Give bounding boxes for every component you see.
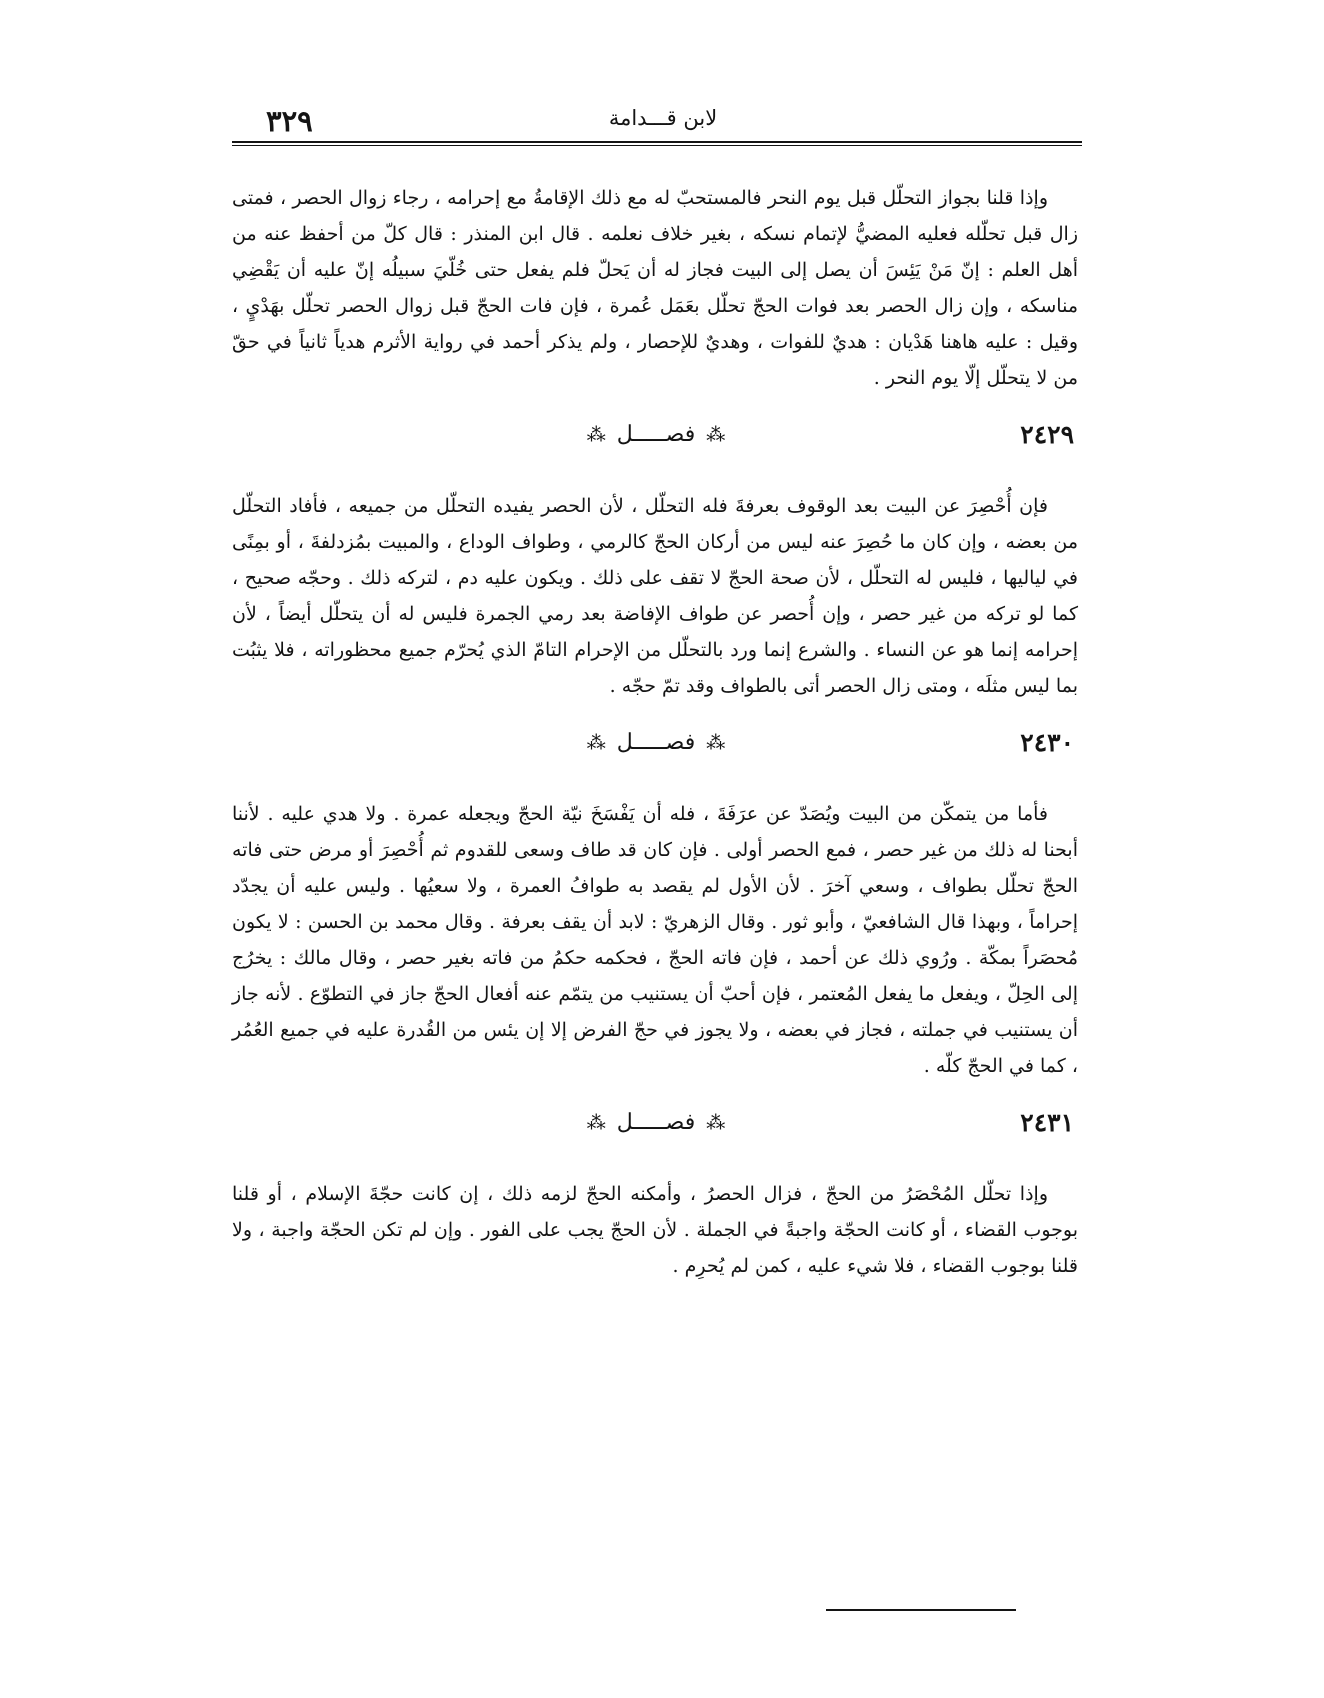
running-title: لابن قـــدامة bbox=[608, 106, 718, 130]
paragraph-1: وإذا قلنا بجواز التحلّل قبل يوم النحر فالمستحبّ له مع ذلك الإقامةُ مع إحرامه ، رجاء زوال الحصر ، فمتى زال قبل تحلّله فعليه المضيُّ لإتمام نسكه ، بغير خلاف نعلمه . قال ابن المنذر : قال كلّ من أحفظ عنه من أهل العلم : إنّ مَنْ يَئِسَ أن يصل إلى البيت فجاز له أن يَحلّ فلم يفعل حتى خُلّيَ سبيلُه إنّ عليه أن يَقْضِي مناسكه ، وإن زال الحصر بعد فوات الحجّ تحلّل بعَمَل عُمرة ، فإن فات الحجّ قبل زوال الحصر تحلّل بهَدْيٍ ، وقيل : عليه هاهنا هَدْيان : هديٌ للفوات ، وهديٌ للإحصار ، ولم يذكر أحمد في رواية الأثرم هدياً ثانياً في حقّ من لا يتحلّل إلّا يوم النحر . bbox=[232, 187, 1078, 389]
paragraph-2: فإن أُحْصِرَ عن البيت بعد الوقوف بعرفةَ فله التحلّل ، لأن الحصر يفيده التحلّل من جميعه ، فأفاد التحلّل من بعضه ، وإن كان ما حُصِرَ عنه ليس من أركان الحجّ كالرمي ، وطواف الوداع ، والمبيت بمُزدلفةَ ، أو بمِنًى في لياليها ، فليس له التحلّل ، لأن صحة الحجّ لا تقف على ذلك . ويكون عليه دم ، لتركه ذلك . وحجّه صحيح ، كما لو تركه من غير حصر ، وإن أُحصر عن طواف الإفاضة بعد رمي الجمرة فليس له أن يتحلّل أيضاً ، لأن إحرامه إنما هو عن النساء . والشرع إنما ورد بالتحلّل من الإحرام التامّ الذي يُحرّم جميع محظوراته ، فلا يثبُت بما ليس مثلَه ، ومتى زال الحصر أتى بالطواف وقد تمّ حجّه . bbox=[232, 495, 1078, 697]
running-header bbox=[246, 104, 1080, 144]
section-title-text: فصـــــل bbox=[616, 730, 696, 755]
section-title bbox=[536, 422, 776, 447]
section-title-text: فصـــــل bbox=[616, 1110, 696, 1135]
ornament-icon: ⁂ bbox=[586, 1112, 606, 1134]
section-title bbox=[536, 1110, 776, 1135]
section-number: ٢٤٢٩ bbox=[1020, 420, 1074, 449]
page-number: ٣٢٩ bbox=[266, 104, 313, 138]
ornament-icon: ⁂ bbox=[706, 732, 726, 754]
section-title-text: فصـــــل bbox=[616, 422, 696, 447]
section-heading-2430 bbox=[232, 720, 1078, 778]
section-heading-2429 bbox=[232, 412, 1078, 470]
section-heading-2431 bbox=[232, 1100, 1078, 1158]
section-title bbox=[536, 730, 776, 755]
ornament-icon: ⁂ bbox=[706, 424, 726, 446]
paragraph-3: فأما من يتمكّن من البيت ويُصَدّ عن عرَفَةَ ، فله أن يَفْسَخَ نيّة الحجّ ويجعله عمرة . ولا هدي عليه . لأننا أبحنا له ذلك من غير حصر ، فمع الحصر أولى . فإن كان قد طاف وسعى للقدوم ثم أُحْصِرَ أو مرض حتى فاته الحجّ تحلّل بطواف ، وسعي آخرَ . لأن الأول لم يقصد به طوافُ العمرة ، ولا سعيُها . وليس عليه أن يجدّد إحراماً ، وبهذا قال الشافعيّ ، وأبو ثور . وقال الزهريّ : لابد أن يقف بعرفة . وقال محمد بن الحسن : لا يكون مُحصَراً بمكّة . ورُوي ذلك عن أحمد ، فإن فاته الحجّ ، فحكمه حكمُ من فاته بغير حصر ، وقال مالك : يخرُج إلى الحِلّ ، ويفعل ما يفعل المُعتمر ، فإن أحبّ أن يستنيب من يتمّم عنه أفعال الحجّ جاز في التطوّع . لأنه جاز أن يستنيب في جملته ، فجاز في بعضه ، ولا يجوز في حجّ الفرض إلا إن يئس من القُدرة عليه في جميع العُمُر ، كما في الحجّ كلّه . bbox=[232, 803, 1078, 1077]
ornament-icon: ⁂ bbox=[706, 1112, 726, 1134]
header-rule-thin bbox=[232, 145, 1082, 146]
page-body bbox=[232, 180, 1078, 1284]
section-number: ٢٤٣٠ bbox=[1020, 728, 1074, 757]
ornament-icon: ⁂ bbox=[586, 424, 606, 446]
header-rule bbox=[232, 141, 1082, 143]
paragraph-4: وإذا تحلّل المُحْصَرُ من الحجّ ، فزال الحصرُ ، وأمكنه الحجّ لزمه ذلك ، إن كانت حجّةَ الإسلام ، أو قلنا بوجوب القضاء ، أو كانت الحجّة واجبةً في الجملة . لأن الحجّ يجب على الفور . وإن لم تكن الحجّة واجبة ، ولا قلنا بوجوب القضاء ، فلا شيء عليه ، كمن لم يُحرِم . bbox=[232, 1183, 1078, 1277]
footer-rule bbox=[826, 1609, 1016, 1611]
section-number: ٢٤٣١ bbox=[1020, 1108, 1074, 1137]
ornament-icon: ⁂ bbox=[586, 732, 606, 754]
